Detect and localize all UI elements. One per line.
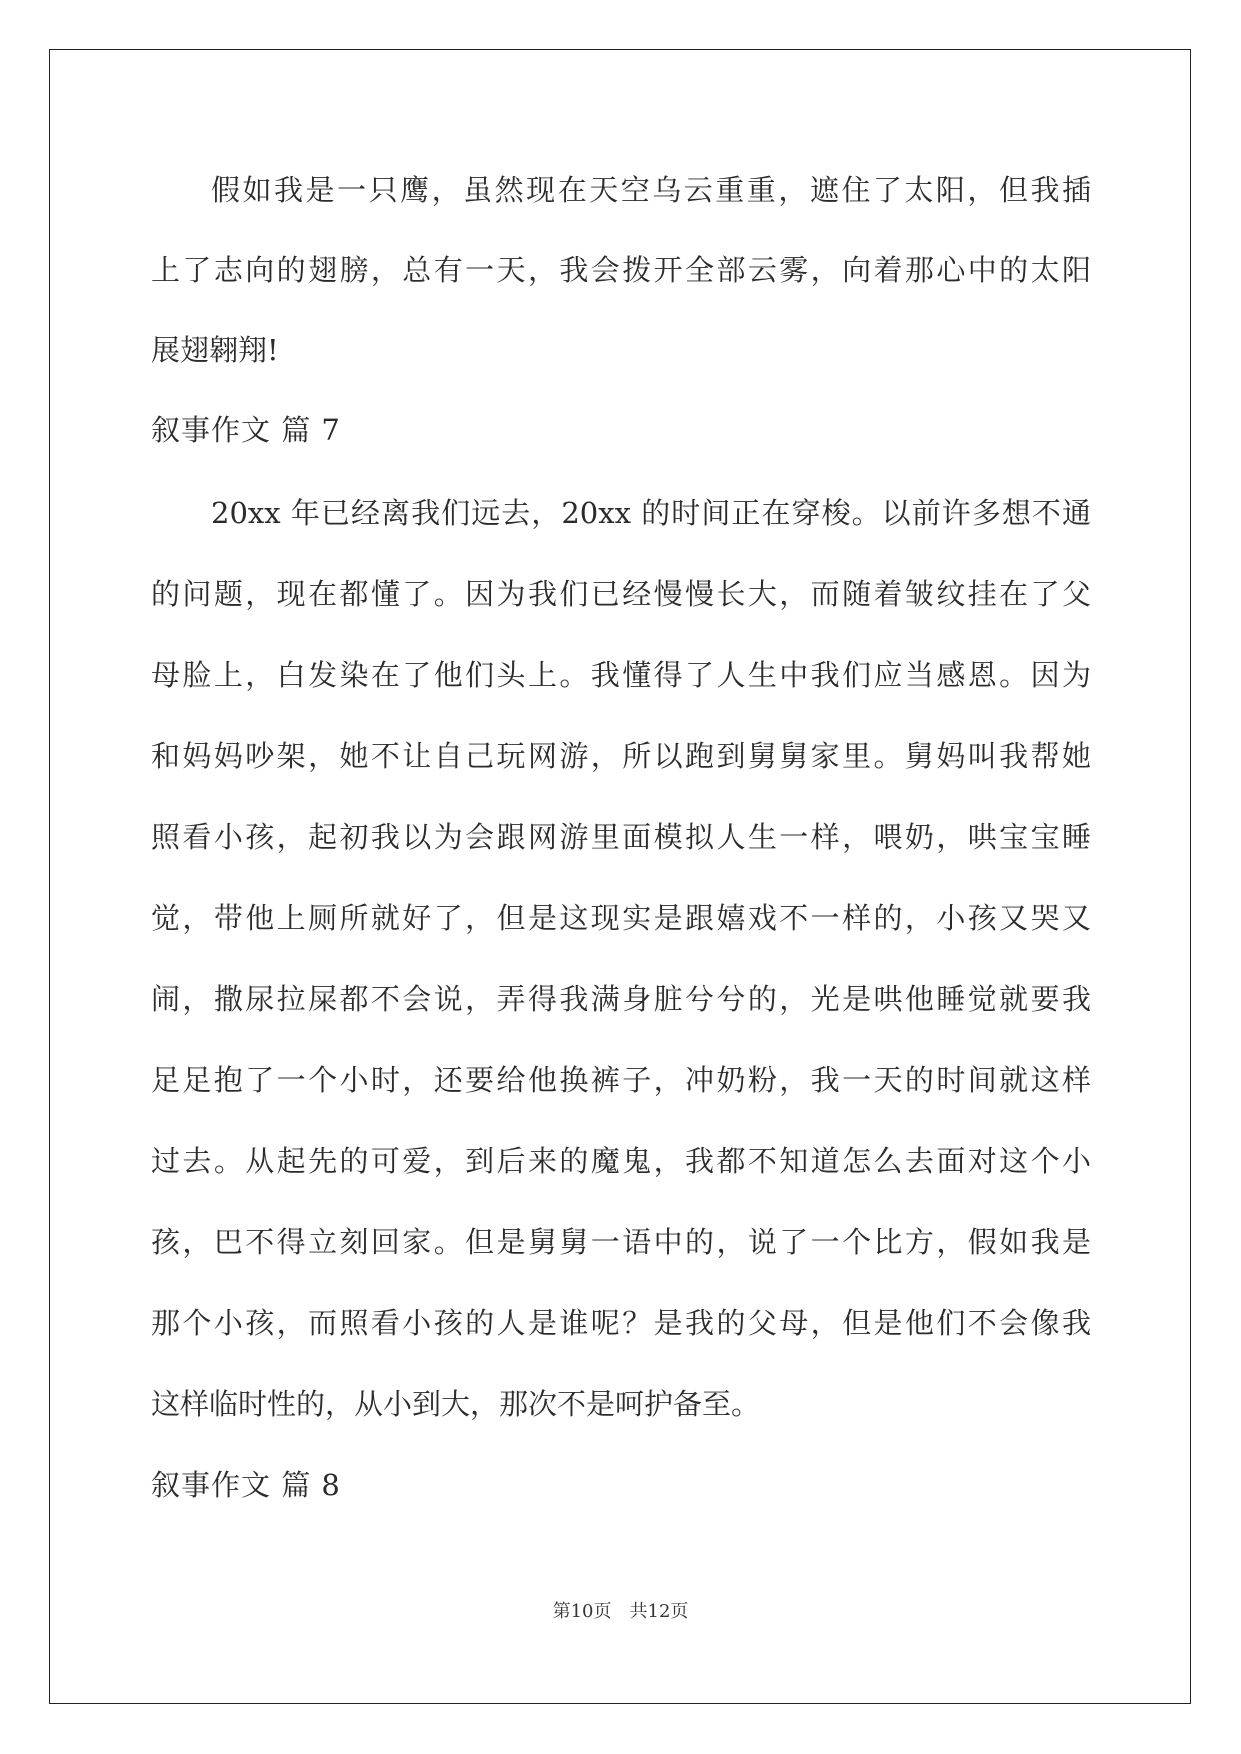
paragraph-line: 展翅翱翔!: [151, 333, 279, 367]
paragraph-line: 那个小孩，而照看小孩的人是谁呢？是我的父母，但是他们不会像我: [151, 1306, 1091, 1340]
page-footer: 第10页 共12页: [552, 1601, 689, 1622]
paragraph-line: 和妈妈吵架，她不让自己玩网游，所以跑到舅舅家里。舅妈叫我帮她: [151, 739, 1091, 773]
page-frame: [49, 49, 1191, 1704]
paragraph-line: 过去。从起先的可爱，到后来的魔鬼，我都不知道怎么去面对这个小: [151, 1144, 1091, 1178]
section-heading: 叙事作文 篇 7: [151, 413, 341, 447]
paragraph-line: 20xx 年已经离我们远去，20xx 的时间正在穿梭。以前许多想不通: [211, 496, 1091, 530]
paragraph-line: 足足抱了一个小时，还要给他换裤子，冲奶粉，我一天的时间就这样: [151, 1063, 1091, 1097]
section-heading: 叙事作文 篇 8: [151, 1468, 341, 1502]
paragraph-line: 的问题，现在都懂了。因为我们已经慢慢长大，而随着皱纹挂在了父: [151, 577, 1091, 611]
paragraph-line: 这样临时性的，从小到大，那次不是呵护备至。: [151, 1387, 761, 1421]
paragraph-line: 照看小孩，起初我以为会跟网游里面模拟人生一样，喂奶，哄宝宝睡: [151, 820, 1091, 854]
paragraph-line: 孩，巴不得立刻回家。但是舅舅一语中的，说了一个比方，假如我是: [151, 1225, 1091, 1259]
paragraph-line: 母脸上，白发染在了他们头上。我懂得了人生中我们应当感恩。因为: [151, 658, 1091, 692]
paragraph-line: 假如我是一只鹰，虽然现在天空乌云重重，遮住了太阳，但我插: [211, 173, 1091, 207]
paragraph-line: 觉，带他上厕所就好了，但是这现实是跟嬉戏不一样的，小孩又哭又: [151, 901, 1091, 935]
paragraph-line: 上了志向的翅膀，总有一天，我会拨开全部云雾，向着那心中的太阳: [151, 253, 1091, 287]
paragraph-line: 闹，撒尿拉屎都不会说，弄得我满身脏兮兮的，光是哄他睡觉就要我: [151, 982, 1091, 1016]
